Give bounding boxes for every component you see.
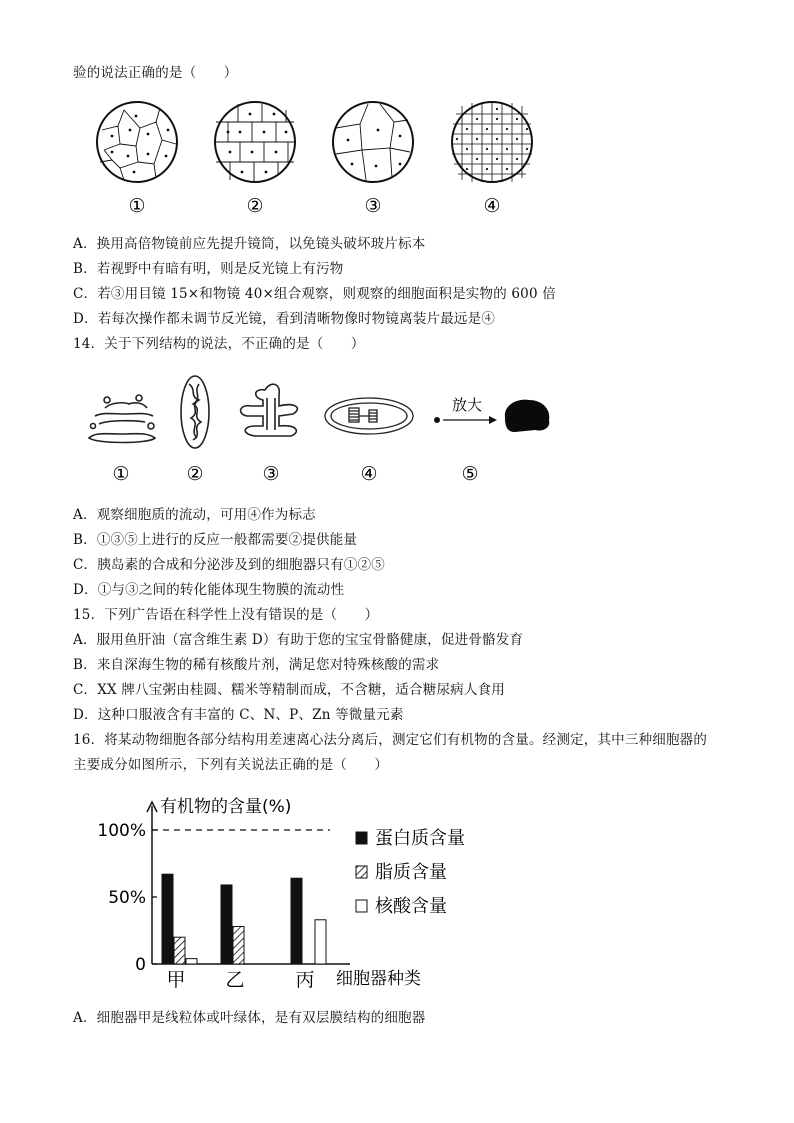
q13-label-4: ④	[483, 195, 501, 217]
q14-option-a: A．观察细胞质的流动，可用④作为标志	[73, 507, 316, 523]
q14-option-c: C．胰岛素的合成和分泌涉及到的细胞器只有①②⑤	[73, 557, 385, 573]
q14-label-3: ③	[262, 463, 280, 485]
q14-option-d: D．①与③之间的转化能体现生物膜的流动性	[73, 582, 345, 598]
microscope-field-3	[333, 102, 413, 182]
mitochondrion-figure	[181, 376, 209, 448]
q14-label-1: ①	[112, 463, 130, 485]
chart-x-axis-label: 细胞器种类	[336, 969, 421, 989]
q14-option-b: B．①③⑤上进行的反应一般都需要②提供能量	[73, 532, 358, 548]
chart-bar	[174, 937, 185, 964]
q13-option-d: D．若每次操作都未调节反光镜，看到清晰物像时物镜离装片最远是④	[73, 311, 496, 327]
chart-legend-label: 蛋白质含量	[375, 828, 465, 849]
chart-category-label: 甲	[166, 969, 186, 991]
chart-y-axis-label: 有机物的含量(%)	[160, 797, 292, 817]
q14-figure	[85, 368, 555, 488]
chloroplast-figure	[325, 398, 413, 434]
chart-bar	[186, 959, 197, 964]
magnify-label: 放大	[451, 396, 483, 414]
chart-y-tick-label: 50%	[108, 888, 146, 908]
microscope-field-1	[97, 102, 177, 182]
q13-stem-tail: 验的说法正确的是（ ）	[73, 65, 238, 81]
q13-label-1: ①	[128, 195, 146, 217]
q13-label-3: ③	[364, 195, 382, 217]
ribosome-figure	[434, 396, 549, 432]
q15-option-a: A．服用鱼肝油（富含维生素 D）有助于您的宝宝骨骼健康，促进骨骼发育	[73, 632, 524, 648]
q15-option-b: B．来自深海生物的稀有核酸片剂，满足您对特殊核酸的需求	[73, 657, 440, 673]
golgi-apparatus-figure	[89, 395, 155, 443]
chart-y-tick-label: 100%	[97, 821, 146, 841]
chart-bar	[233, 926, 244, 964]
organelle-content-chart	[80, 790, 500, 1000]
q14-label-5: ⑤	[461, 463, 479, 485]
microscope-field-2	[215, 102, 295, 182]
chart-bar	[315, 920, 326, 964]
q14-label-2: ②	[186, 463, 204, 485]
q15-option-c: C．XX 牌八宝粥由桂圆、糯米等精制而成，不含糖，适合糖尿病人食用	[73, 682, 505, 698]
q15-stem: 15．下列广告语在科学性上没有错误的是（ ）	[73, 607, 379, 623]
q15-option-d: D．这种口服液含有丰富的 C、N、P、Zn 等微量元素	[73, 707, 404, 723]
q13-option-b: B．若视野中有暗有明，则是反光镜上有污物	[73, 261, 344, 277]
chart-bar	[221, 885, 232, 964]
q16-option-a: A．细胞器甲是线粒体或叶绿体，是有双层膜结构的细胞器	[73, 1010, 426, 1026]
chart-category-label: 丙	[295, 969, 315, 991]
q14-label-4: ④	[360, 463, 378, 485]
q16-stem-line2: 主要成分如图所示，下列有关说法正确的是（ ）	[73, 757, 389, 773]
chart-bar	[291, 878, 302, 964]
chart-legend-swatch	[356, 832, 367, 844]
chart-legend-label: 脂质含量	[375, 862, 447, 883]
chart-legend-label: 核酸含量	[375, 896, 447, 917]
chart-y-tick-label: 0	[135, 955, 146, 975]
endoplasmic-reticulum-figure	[241, 384, 298, 436]
chart-legend-swatch	[356, 866, 367, 878]
q13-option-a: A．换用高倍物镜前应先提升镜筒，以免镜头破坏玻片标本	[73, 236, 426, 252]
q13-option-c: C．若③用目镜 15×和物镜 40×组合观察，则观察的细胞面积是实物的 600 倍	[73, 286, 556, 302]
chart-legend-swatch	[356, 900, 367, 912]
chart-bar	[162, 874, 173, 964]
q13-figure	[90, 100, 550, 220]
microscope-field-4	[452, 102, 532, 182]
chart-category-label: 乙	[225, 969, 245, 991]
q13-label-2: ②	[246, 195, 264, 217]
q16-stem-line1: 16．将某动物细胞各部分结构用差速离心法分离后，测定它们有机物的含量。经测定，其中三种细胞器的	[73, 732, 708, 748]
q14-stem: 14．关于下列结构的说法，不正确的是（ ）	[73, 336, 365, 352]
